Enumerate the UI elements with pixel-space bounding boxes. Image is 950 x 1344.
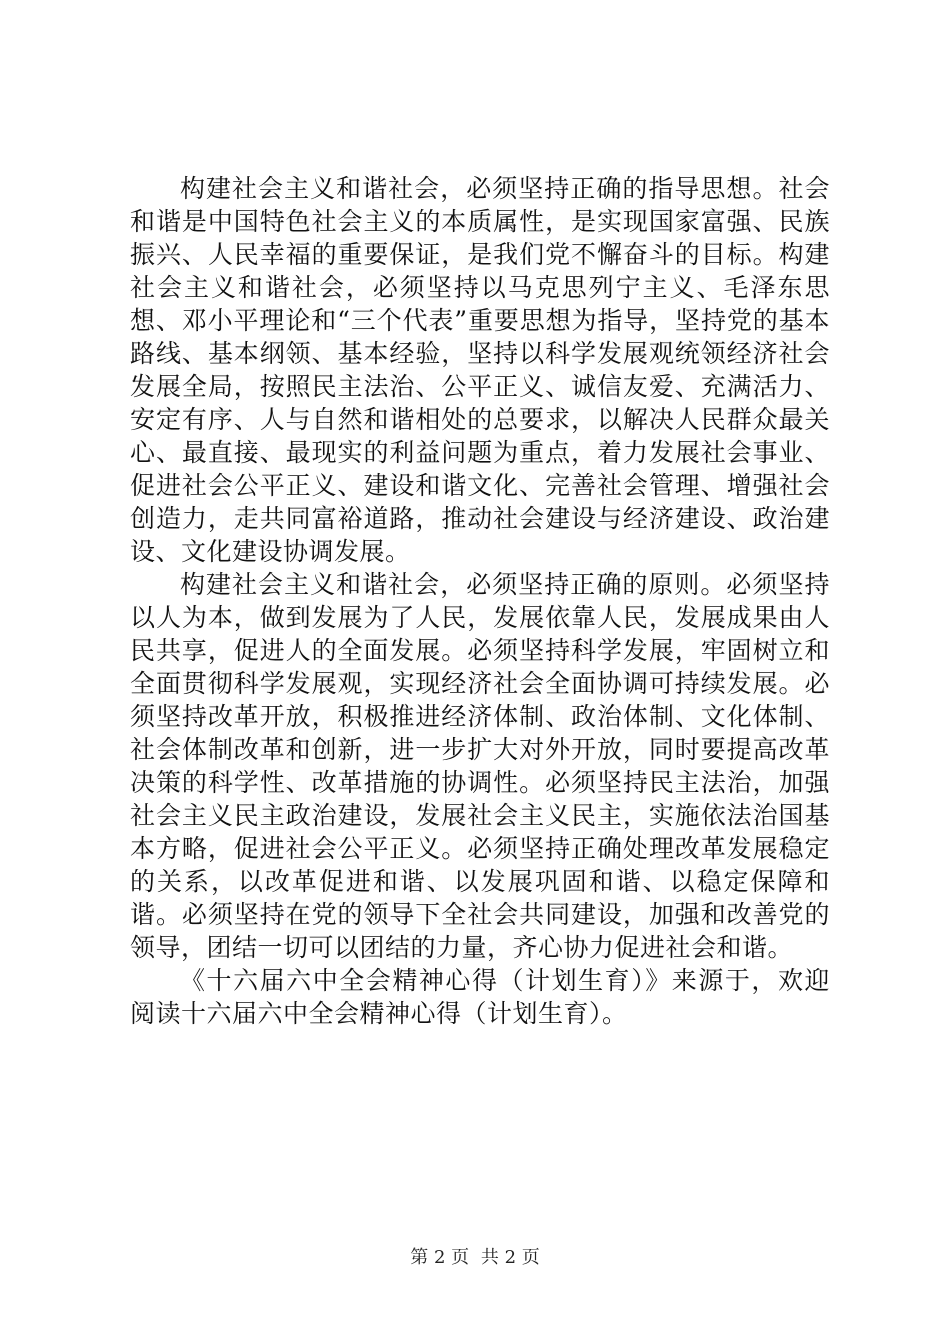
page-total: 共 2 页 <box>480 1247 540 1268</box>
paragraph-guiding-thought: 构建社会主义和谐社会，必须坚持正确的指导思想。社会和谐是中国特色社会主义的本质属性，是实现国家富强、民族振兴、人民幸福的重要保证，是我们党不懈奋斗的目标。构建社会主义和谐社会，必须坚持以马克思列宁主义、毛泽东思想、邓小平理论和“三个代表”重要思想为指导，坚持党的基本路线、基本纲领、基本经验，坚持以科学发展观统领经济社会发展全局，按照民主法治、公平正义、诚信友爱、充满活力、安定有序、人与自然和谐相处的总要求，以解决人民群众最关心、最直接、最现实的利益问题为重点，着力发展社会事业、促进社会公平正义、建设和谐文化、完善社会管理、增强社会创造力，走共同富裕道路，推动社会建设与经济建设、政治建设、文化建设协调发展。 <box>130 174 830 566</box>
page-number: 第 2 页 <box>410 1247 470 1268</box>
page-footer <box>0 1243 950 1269</box>
document-body <box>130 172 830 1030</box>
paragraph-source-note: 《十六届六中全会精神心得（计划生育）》来源于，欢迎阅读十六届六中全会精神心得（计划生育）。 <box>130 966 830 1028</box>
paragraph-principles: 构建社会主义和谐社会，必须坚持正确的原则。必须坚持以人为本，做到发展为了人民，发展依靠人民，发展成果由人民共享，促进人的全面发展。必须坚持科学发展，牢固树立和全面贯彻科学发展观，实现经济社会全面协调可持续发展。必须坚持改革开放，积极推进经济体制、政治体制、文化体制、社会体制改革和创新，进一步扩大对外开放，同时要提高改革决策的科学性、改革措施的协调性。必须坚持民主法治，加强社会主义民主政治建设，发展社会主义民主，实施依法治国基本方略，促进社会公平正义。必须坚持正确处理改革发展稳定的关系，以改革促进和谐、以发展巩固和谐、以稳定保障和谐。必须坚持在党的领导下全社会共同建设，加强和改善党的领导，团结一切可以团结的力量，齐心协力促进社会和谐。 <box>130 570 830 962</box>
